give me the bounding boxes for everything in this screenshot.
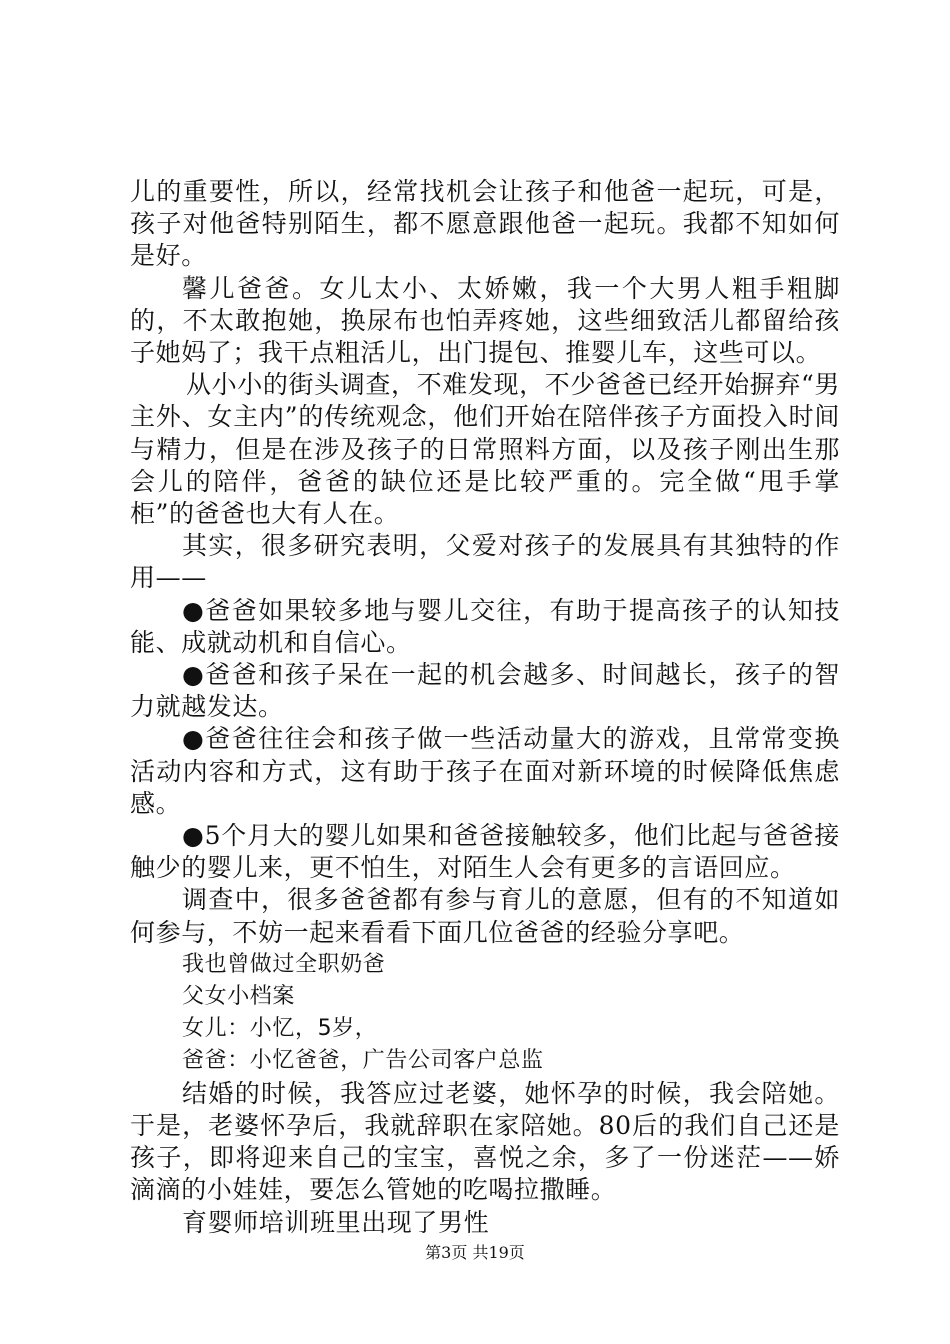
paragraph-research-intro: 其实，很多研究表明，父爱对孩子的发展具有其独特的作用—— [130,531,840,593]
profile-heading: 父女小档案 [182,984,296,1010]
paragraph-marriage-promise: 结婚的时候，我答应过老婆，她怀孕的时候，我会陪她。于是，老婆怀孕后，我就辞职在家陪她。80后的我们自己还是孩子，即将迎来自己的宝宝，喜悦之余，多了一份迷茫——娇滴滴的小娃娃，要怎么管她的吃喝拉撒睡。 [130,1078,840,1205]
paragraph-continuation: 儿的重要性，所以，经常找机会让孩子和他爸一起玩，可是，孩子对他爸特别陌生，都不愿意跟他爸一起玩。我都不知如何是好。 [130,177,840,271]
bullet-point-intelligence: ●爸爸和孩子呆在一起的机会越多、时间越长，孩子的智力就越发达。 [130,660,840,722]
section-heading: 我也曾做过全职奶爸 [182,951,386,977]
bullet-point-five-months: ●5个月大的婴儿如果和爸爸接触较多，他们比起与爸爸接触少的婴儿来，更不怕生，对陌生人会有更多的言语回应。 [130,821,840,883]
paragraph-training-class: 育婴师培训班里出现了男性 [182,1207,490,1237]
profile-father: 爸爸：小忆爸爸，广告公司客户总监 [182,1048,544,1074]
paragraph-survey-willingness: 调查中，很多爸爸都有参与育儿的意愿，但有的不知道如何参与，不妨一起来看看下面几位爸爸的经验分享吧。 [130,885,840,947]
paragraph-xiner-dad: 馨儿爸爸。女儿太小、太娇嫩，我一个大男人粗手粗脚的，不太敢抱她，换尿布也怕弄疼她，这些细致活儿都留给孩子她妈了；我干点粗活儿，出门提包、推婴儿车，这些可以。 [130,273,840,368]
bullet-point-cognitive: ●爸爸如果较多地与婴儿交往，有助于提高孩子的认知技能、成就动机和自信心。 [130,595,840,657]
document-body [130,176,840,1239]
bullet-point-games: ●爸爸往往会和孩子做一些活动量大的游戏，且常常变换活动内容和方式，这有助于孩子在面对新环境的时候降低焦虑感。 [130,724,840,818]
profile-daughter: 女儿：小忆，5岁， [182,1016,378,1042]
paragraph-street-survey: 从小小的街头调查，不难发现，不少爸爸已经开始摒弃“男主外、女主内”的传统观念，他们开始在陪伴孩子方面投入时间与精力，但是在涉及孩子的日常照料方面，以及孩子刚出生那会儿的陪伴，爸爸的缺位还是比较严重的。完全做“甩手掌柜”的爸爸也大有人在。 [130,370,840,529]
page-number-footer: 第3页 共19页 [425,1243,525,1262]
